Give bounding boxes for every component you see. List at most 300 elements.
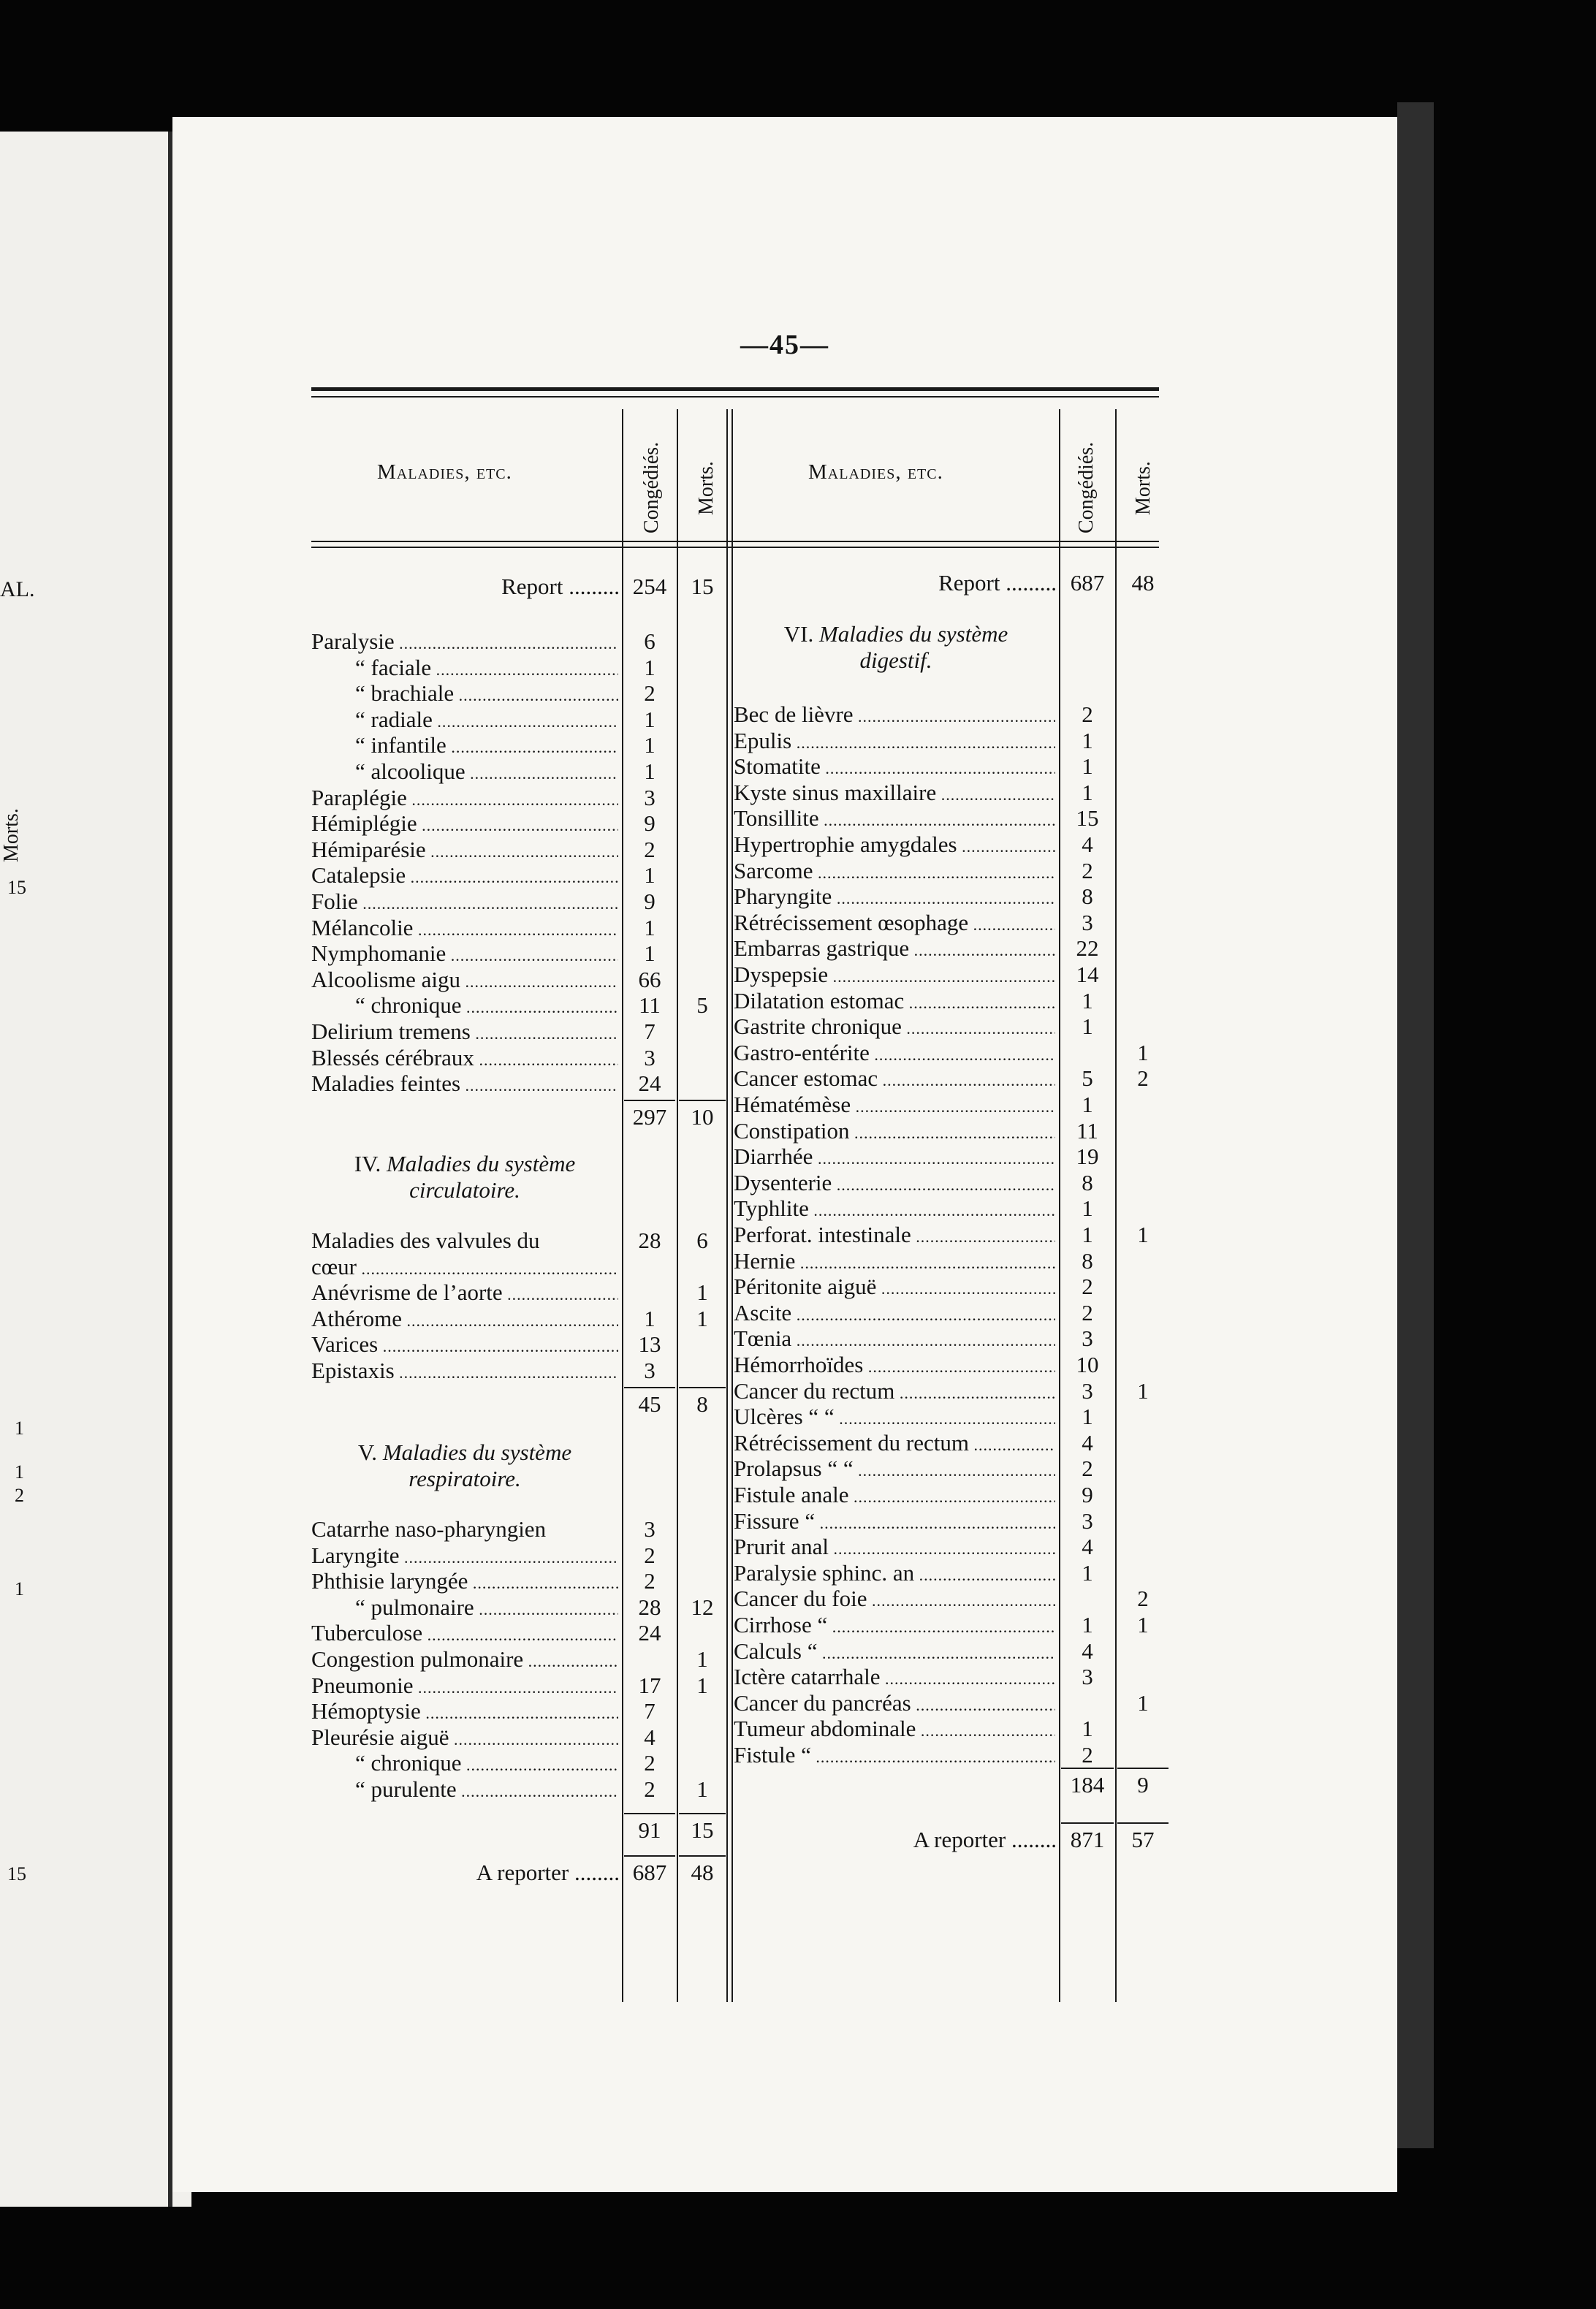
morts-value (679, 837, 726, 862)
table-row-label (311, 1070, 618, 1096)
conge-value: 4 (644, 1724, 656, 1750)
conge-value: 1 (644, 1305, 656, 1331)
row-label-text: Fissure “ ..... (734, 1508, 1055, 1534)
row-label-text: “ faciale ..... (355, 655, 618, 680)
conge-value: 3 (644, 784, 656, 810)
conge-value: 1 (1082, 1222, 1093, 1247)
morts-value: 12 (691, 1594, 714, 1620)
table-row-label (734, 1248, 1055, 1274)
conge-value: 1 (1082, 987, 1093, 1013)
morts-value (1117, 988, 1168, 1013)
row-label-text: Tumeur abdominale ..... (734, 1716, 1055, 1741)
col-line (726, 409, 728, 2002)
morts-value (679, 1331, 726, 1357)
carry-label-text: A reporter ........ (476, 1860, 620, 1885)
morts-value: 1 (696, 1646, 708, 1672)
conge-value (624, 1646, 675, 1672)
morts-value (679, 758, 726, 784)
conge-value: 2 (1082, 1274, 1093, 1300)
table-row-label (734, 1508, 1055, 1534)
left-header-conge: Congédiés. (640, 441, 663, 533)
row-label-text: Péritonite aiguë ..... (734, 1274, 1055, 1299)
morts-value (679, 862, 726, 888)
conge-value: 4 (1082, 1429, 1093, 1456)
morts-value (1117, 1352, 1168, 1377)
morts-value: 1 (1137, 1377, 1149, 1404)
conge-value: 9 (1082, 1482, 1093, 1507)
conge-value: 3 (644, 1516, 656, 1542)
table-row-label (355, 655, 618, 680)
conge-value: 1 (1082, 1612, 1093, 1637)
row-label-text: Hypertrophie amygdales ..... (734, 832, 1055, 857)
morts-value (1117, 1430, 1168, 1456)
table-row-label (311, 628, 618, 654)
right-header-morts: Morts. (1132, 461, 1155, 515)
table-row-label (734, 935, 1055, 961)
table-row-label (734, 1092, 1055, 1117)
conge-value: 2 (644, 1542, 656, 1568)
conge-value: 66 (638, 966, 661, 992)
table-row-label (734, 962, 1055, 987)
conge-value: 1 (644, 914, 656, 940)
morts-value (1117, 1482, 1168, 1507)
section-title-2: digestif. (859, 647, 932, 673)
conge-value: 1 (644, 732, 656, 758)
table-row-label (734, 1118, 1055, 1144)
table-row-label (734, 1664, 1055, 1689)
morts-value (679, 785, 726, 810)
conge-value: 3 (644, 1044, 656, 1070)
table-row-label (734, 780, 1055, 805)
table-row-label (355, 1750, 618, 1776)
table-row-label (311, 1254, 618, 1279)
table-row-label (734, 701, 1055, 727)
conge-value: 2 (644, 1776, 656, 1802)
morts-value: 1 (696, 1672, 708, 1698)
morts-value (1117, 805, 1168, 831)
table-row-label (734, 1612, 1055, 1637)
table-row-label (734, 1013, 1055, 1039)
row-label-text: Epulis ..... (734, 728, 1055, 753)
morts-value: 15 (691, 574, 714, 599)
morts-value (679, 1542, 726, 1568)
row-label-text: Prolapsus “ “ ..... (734, 1456, 1055, 1481)
row-label-text: Typhlite ..... (734, 1195, 1055, 1221)
subtotal-morts: 15 (691, 1817, 714, 1843)
morts-value: 1 (696, 1279, 708, 1306)
table-row-label (311, 889, 618, 914)
morts-value (1117, 1274, 1168, 1299)
prev-header-fragment: AL. (0, 577, 35, 601)
row-label-text: Cancer du rectum ..... (734, 1378, 1055, 1404)
conge-value: 3 (1082, 1325, 1093, 1352)
conge-value: 2 (1082, 857, 1093, 883)
row-label-text: Cirrhose “ ..... (734, 1612, 1055, 1637)
morts-value (679, 628, 726, 654)
section-title: Maladies du système (386, 1151, 576, 1176)
conge-value: 28 (638, 1228, 661, 1253)
morts-value (1117, 1534, 1168, 1559)
row-label-text: Diarrhée ..... (734, 1144, 1055, 1169)
table-row-label (311, 1673, 618, 1698)
conge-value: 1 (644, 654, 656, 680)
table-row-label (311, 810, 618, 836)
conge-value: 1 (1082, 727, 1093, 753)
row-label-text: “ radiale ..... (355, 707, 618, 732)
morts-value (1117, 1118, 1168, 1144)
conge-value: 1 (644, 862, 656, 889)
table-row-label (734, 1560, 1055, 1586)
section-number: IV. (354, 1151, 387, 1176)
table-row-label (311, 1542, 618, 1568)
table-row-label (734, 832, 1055, 857)
section-title-2: circulatoire. (409, 1177, 520, 1203)
row-label-text: Cancer estomac ..... (734, 1065, 1055, 1091)
carry-conge: 871 (1070, 1827, 1105, 1852)
table-row-label (734, 1170, 1055, 1195)
morts-value (679, 889, 726, 914)
prev-value: 1 (15, 1418, 24, 1439)
conge-value: 1 (1082, 1092, 1093, 1117)
conge-value: 2 (644, 680, 656, 707)
morts-value (1117, 1144, 1168, 1169)
table-row-label (734, 1300, 1055, 1325)
page-number: —45— (740, 330, 829, 360)
table-row-label (734, 1638, 1055, 1664)
morts-value: 5 (696, 992, 708, 1019)
header-rule-thin (311, 547, 1159, 548)
row-label-text: Folie ..... (311, 889, 618, 914)
row-label-text: “ chronique ..... (355, 992, 618, 1018)
morts-value (1117, 1195, 1168, 1221)
row-label-text: “ brachiale ..... (355, 680, 618, 706)
left-header-title: Maladies, etc. (377, 460, 512, 484)
conge-value: 2 (1082, 1299, 1093, 1325)
table-row-label (734, 1690, 1055, 1716)
conge-value: 3 (644, 1358, 656, 1383)
morts-value (679, 707, 726, 732)
row-label-text: Hémiplégie ..... (311, 810, 618, 836)
subtotal-morts: 9 (1137, 1771, 1149, 1798)
table-row-label (734, 1404, 1055, 1429)
row-label-text: Kyste sinus maxillaire ..... (734, 780, 1055, 805)
morts-value: 48 (1131, 570, 1155, 596)
row-label-text: “ purulente ..... (355, 1776, 618, 1802)
table-row-label (734, 1534, 1055, 1559)
table-row-label (734, 1482, 1055, 1507)
row-label-text: Hémoptysie ..... (311, 1698, 618, 1724)
col-line (732, 409, 733, 2002)
table-row-label (734, 1586, 1055, 1611)
row-label-text: Paraplégie ..... (311, 785, 618, 810)
row-label-text: Ictère catarrhale ..... (734, 1664, 1055, 1689)
table-row-label (311, 837, 618, 862)
row-label-text: Hémiparésie ..... (311, 837, 618, 862)
table-row-label (734, 1716, 1055, 1741)
subtotal-rule (624, 1387, 675, 1388)
row-label-text: Blessés cérébraux ..... (311, 1045, 618, 1070)
morts-value (679, 655, 726, 680)
subtotal-rule (679, 1813, 726, 1814)
row-label-text: Catalepsie ..... (311, 862, 618, 888)
conge-value: 8 (1082, 883, 1093, 910)
morts-value (1117, 962, 1168, 987)
col-line (622, 409, 623, 2002)
carry-morts: 48 (691, 1860, 714, 1885)
morts-value: 2 (1137, 1065, 1149, 1092)
conge-value: 2 (644, 1568, 656, 1594)
section-heading (735, 621, 1057, 674)
section-heading (311, 1439, 618, 1492)
page (172, 117, 1397, 2192)
conge-value: 2 (1082, 1742, 1093, 1768)
row-label-text: Rétrécissement œsophage ..... (734, 910, 1055, 935)
row-label-text: Ulcères “ “ ..... (734, 1404, 1055, 1429)
page-edge (1397, 102, 1434, 2148)
conge-value: 19 (1076, 1144, 1099, 1170)
row-label-text: Gastrite chronique ..... (734, 1013, 1055, 1039)
conge-value: 28 (638, 1594, 661, 1620)
table-row-label (311, 785, 618, 810)
report-label-text: Report ......... (938, 570, 1057, 596)
morts-value (1117, 701, 1168, 727)
table-row-label (355, 1776, 618, 1802)
conge-value: 7 (644, 1698, 656, 1724)
conge-value: 11 (1076, 1117, 1098, 1144)
subtotal-rule (624, 1855, 675, 1857)
morts-value (1117, 1456, 1168, 1481)
morts-value (679, 1568, 726, 1594)
row-label-text: Cancer du foie ..... (734, 1586, 1055, 1611)
row-label-text: Tœnia ..... (734, 1325, 1055, 1351)
conge-value: 1 (1082, 1559, 1093, 1586)
top-rule-thin (311, 396, 1159, 397)
table-row-label (734, 1195, 1055, 1221)
conge-value: 1 (644, 706, 656, 732)
row-label-text: Stomatite ..... (734, 753, 1055, 779)
table-row-label (734, 1040, 1055, 1065)
table-row-label (734, 1456, 1055, 1481)
conge-value: 254 (632, 574, 667, 599)
subtotal-morts: 8 (696, 1391, 708, 1417)
conge-value: 3 (1082, 1664, 1093, 1690)
row-label-text: Delirium tremens ..... (311, 1019, 618, 1044)
table-row-label (734, 910, 1055, 935)
table-row-label (311, 1724, 618, 1750)
carry-conge: 687 (632, 1860, 667, 1885)
row-label-text: Bec de lièvre ..... (734, 701, 1055, 727)
morts-value (679, 940, 726, 966)
conge-value (624, 1279, 675, 1305)
table-row-label (311, 1698, 618, 1724)
section-heading (311, 1151, 618, 1203)
row-label-text: Phthisie laryngée ..... (311, 1568, 618, 1594)
subtotal-rule (1117, 1822, 1168, 1824)
table-row-label (734, 1065, 1055, 1091)
row-label-text: Maladies des valvules du (311, 1228, 540, 1253)
table-row-label (734, 858, 1055, 883)
conge-value: 1 (644, 758, 656, 784)
report-row-label (845, 570, 1057, 596)
conge-value: 24 (638, 1070, 661, 1097)
row-label-text: Athérome ..... (311, 1306, 618, 1331)
row-label-text: Cancer du pancréas ..... (734, 1690, 1055, 1716)
table-row-label (734, 753, 1055, 779)
row-label-text: Rétrécissement du rectum ..... (734, 1430, 1055, 1456)
subtotal-rule (1061, 1822, 1114, 1824)
table-row-label (734, 1378, 1055, 1404)
conge-value: 17 (638, 1672, 661, 1698)
top-rule (311, 387, 1159, 391)
previous-page-fragment (0, 132, 191, 2207)
morts-value: 1 (1137, 1039, 1149, 1065)
morts-value (1117, 858, 1168, 883)
row-label-text: cœur ..... (311, 1254, 618, 1279)
conge-value (1061, 1586, 1114, 1611)
table-row-label (311, 1646, 618, 1672)
table-row-label (734, 1274, 1055, 1299)
conge-value: 5 (1082, 1065, 1093, 1092)
table-row-label (734, 805, 1055, 831)
table-row-label (355, 758, 618, 784)
section-title: Maladies du système (382, 1439, 572, 1465)
table-row-label (311, 1279, 618, 1305)
morts-value (1117, 780, 1168, 805)
conge-value: 24 (638, 1620, 661, 1646)
morts-value (679, 680, 726, 706)
morts-value (1117, 1092, 1168, 1117)
subtotal-conge: 45 (638, 1391, 661, 1417)
row-label-text: “ alcoolique ..... (355, 758, 618, 784)
morts-value: 1 (1137, 1222, 1149, 1247)
conge-value: 9 (644, 889, 656, 914)
col-line (677, 409, 678, 2002)
row-label-text: Gastro-entérite ..... (734, 1040, 1055, 1065)
table-row-label (734, 728, 1055, 753)
row-label-text: Paralysie sphinc. an ..... (734, 1560, 1055, 1586)
table-row-label (311, 1331, 618, 1357)
table-row-label (355, 1594, 618, 1620)
table-row-label (734, 1144, 1055, 1169)
morts-value (1117, 1404, 1168, 1429)
conge-value: 7 (644, 1019, 656, 1044)
row-label-text: Alcoolisme aigu ..... (311, 967, 618, 992)
table-row-label (311, 1620, 618, 1646)
morts-value (1117, 910, 1168, 935)
conge-value: 10 (1076, 1352, 1099, 1377)
subtotal-rule (624, 1813, 675, 1814)
morts-value (1117, 1300, 1168, 1325)
morts-value (679, 1620, 726, 1646)
conge-value: 6 (644, 628, 656, 654)
row-label-text: Hémorrhoïdes ..... (734, 1352, 1055, 1377)
subtotal-rule (1061, 1768, 1114, 1769)
morts-value (679, 1019, 726, 1044)
morts-value (1117, 1248, 1168, 1274)
morts-value (1117, 1170, 1168, 1195)
conge-value: 687 (1070, 570, 1105, 596)
morts-value (1117, 753, 1168, 779)
morts-value (679, 967, 726, 992)
row-label-text: Sarcome ..... (734, 858, 1055, 883)
morts-value (1117, 1325, 1168, 1351)
conge-value: 1 (1082, 1195, 1093, 1222)
conge-value: 2 (1082, 1456, 1093, 1482)
subtotal-rule (624, 1100, 675, 1101)
conge-value (624, 1254, 675, 1279)
row-label-text: Nymphomanie ..... (311, 940, 618, 966)
morts-value: 1 (1137, 1689, 1149, 1716)
table-row-label (355, 732, 618, 758)
prev-value: 1 (15, 1461, 24, 1483)
table-row-label (311, 862, 618, 888)
section-number: VI. (783, 621, 819, 647)
header-rule (311, 541, 1159, 542)
conge-value: 15 (1076, 805, 1099, 832)
morts-value (1117, 1664, 1168, 1689)
col-line (1059, 409, 1060, 2002)
subtotal-rule (1117, 1768, 1168, 1769)
conge-value: 3 (1082, 1377, 1093, 1404)
carry-row-label (816, 1827, 1057, 1852)
carry-morts: 57 (1131, 1827, 1155, 1852)
row-label-text: Hernie ..... (734, 1248, 1055, 1274)
conge-value: 2 (1082, 701, 1093, 727)
row-label-text: Constipation ..... (734, 1118, 1055, 1144)
row-label-text: Maladies feintes ..... (311, 1070, 618, 1096)
morts-value (1117, 1742, 1168, 1768)
right-header-title: Maladies, etc. (808, 460, 943, 484)
subtotal-morts: 10 (691, 1103, 714, 1130)
row-label-text: Perforat. intestinale ..... (734, 1222, 1055, 1247)
conge-value: 3 (1082, 1507, 1093, 1534)
carry-row-label (408, 1860, 620, 1885)
table-row-label (734, 1742, 1055, 1768)
row-label-text: Fistule anale ..... (734, 1482, 1055, 1507)
conge-value: 14 (1076, 962, 1099, 987)
table-row-label (734, 988, 1055, 1013)
subtotal-rule (679, 1855, 726, 1857)
row-label-text: Pneumonie ..... (311, 1673, 618, 1698)
morts-value (679, 1724, 726, 1750)
morts-value (679, 810, 726, 836)
morts-value: 1 (696, 1305, 708, 1331)
morts-value (679, 915, 726, 940)
conge-value: 1 (1082, 1013, 1093, 1040)
row-label-text: Dysenterie ..... (734, 1170, 1055, 1195)
row-label-text: Tuberculose ..... (311, 1620, 618, 1646)
table-row-label (311, 940, 618, 966)
table-row-label (311, 1019, 618, 1044)
prev-col-header: Morts. (0, 808, 23, 862)
conge-value: 1 (644, 940, 656, 967)
prev-value: 15 (7, 877, 26, 898)
conge-value: 1 (1082, 1716, 1093, 1742)
col-line (1115, 409, 1117, 2002)
prev-value: 15 (7, 1863, 26, 1884)
morts-value (1117, 1638, 1168, 1664)
subtotal-conge: 297 (632, 1103, 667, 1130)
table-row-label (311, 967, 618, 992)
morts-value (1117, 832, 1168, 857)
row-label-text: Calculs “ ..... (734, 1638, 1055, 1664)
row-label-text: Epistaxis ..... (311, 1358, 618, 1383)
row-label-text: Mélancolie ..... (311, 915, 618, 940)
morts-value (679, 1254, 726, 1279)
subtotal-rule (679, 1387, 726, 1388)
conge-value (1061, 1040, 1114, 1065)
table-row-label (734, 883, 1055, 909)
